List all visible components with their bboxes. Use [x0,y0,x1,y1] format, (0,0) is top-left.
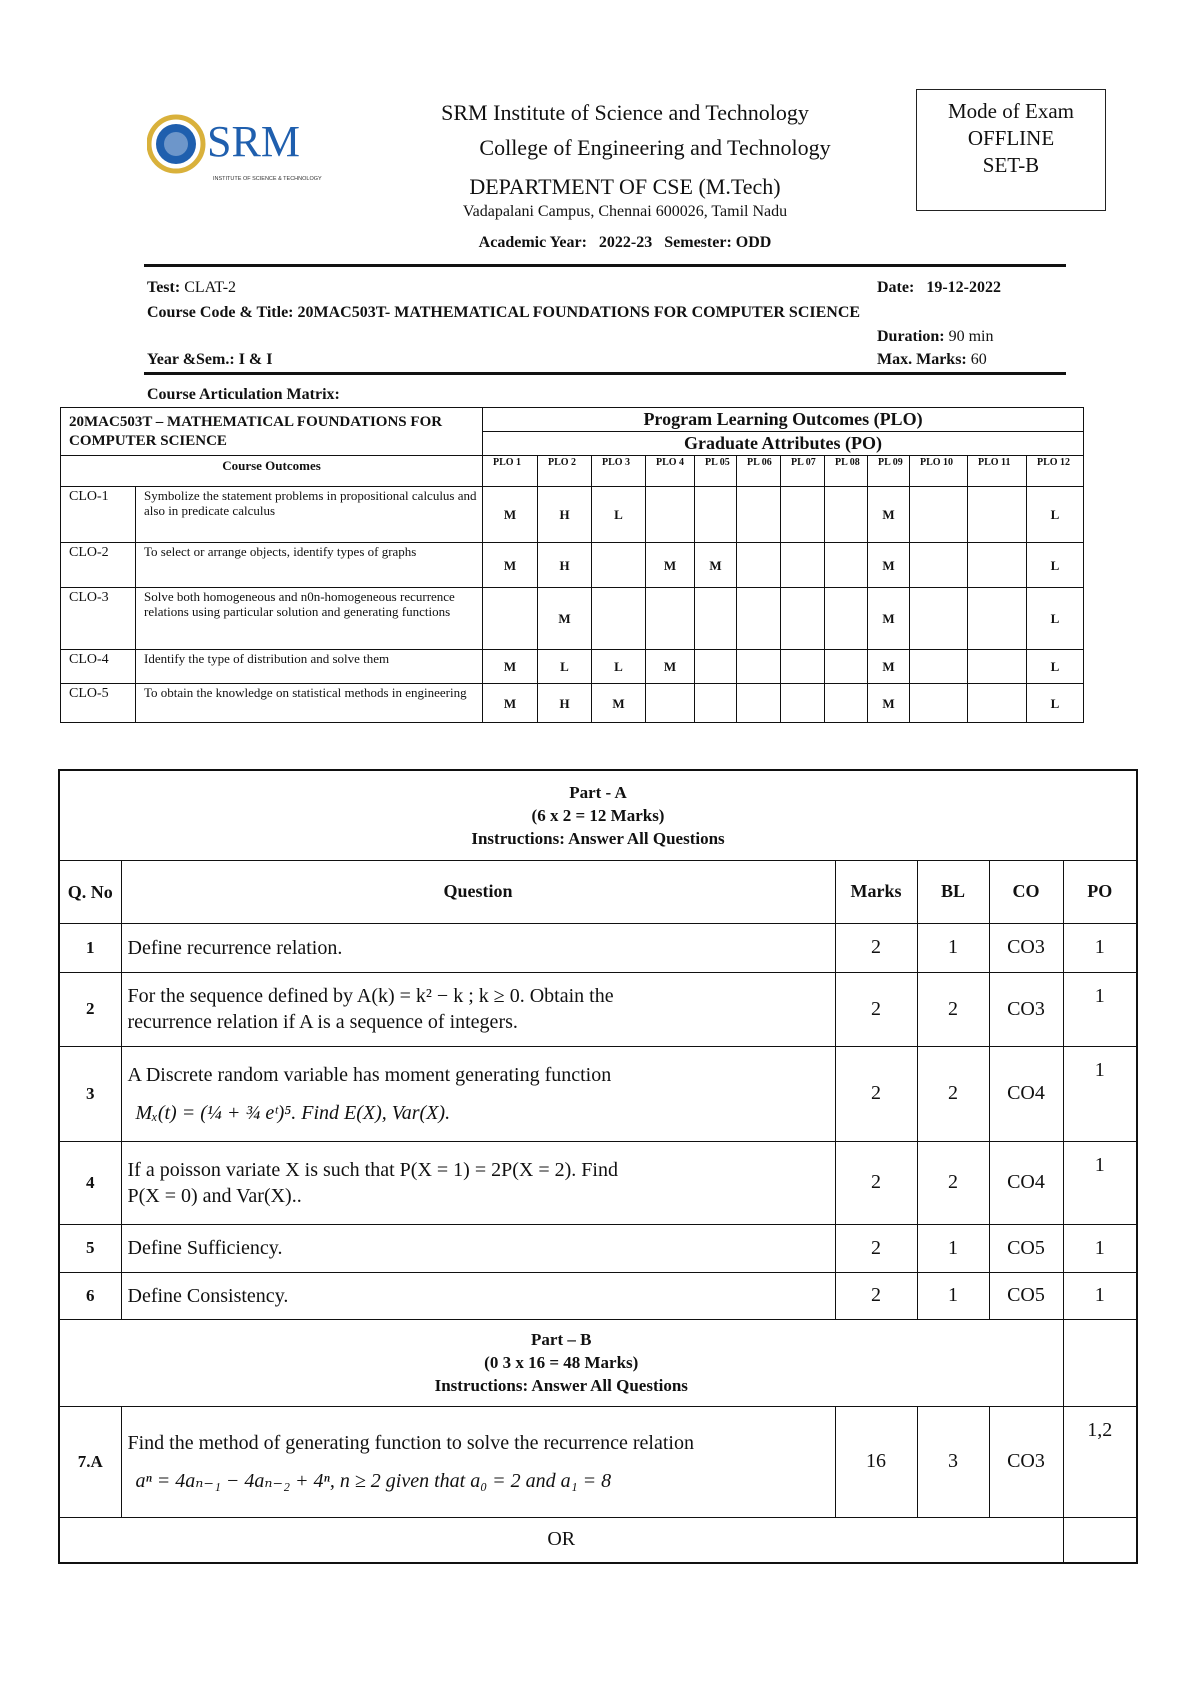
clo-description: To select or arrange objects, identify types of graphs [136,543,483,588]
max-marks-info [877,351,987,369]
empty-cell [1063,1319,1137,1406]
mode-value: OFFLINE [967,126,1055,150]
date-value: 19-12-2022 [926,279,1001,296]
plo-mapping-cell: M [592,684,646,723]
question-bl: 2 [917,1046,989,1141]
clo-id: CLO-1 [61,487,136,543]
part-b-title: Part – B [531,1330,592,1349]
plo-mapping-cell [737,487,781,543]
question-text [121,1272,835,1319]
course-info [147,304,860,322]
question-number: 1 [59,923,121,972]
plo-mapping-cell: L [592,650,646,684]
clo-description: Identify the type of distribution and solve them [136,650,483,684]
question-co: CO4 [989,1046,1063,1141]
question-line: Define Consistency. [127,1284,289,1307]
question-marks: 2 [835,972,917,1046]
plo-mapping-cell [781,650,825,684]
question-marks: 2 [835,1224,917,1272]
cam-course-title: 20MAC503T – MATHEMATICAL FOUNDATIONS FOR COMPUTER SCIENCE [61,408,483,456]
co-header: CO [989,860,1063,923]
plo-column-header: PLO 11 [968,456,1027,487]
plo-mapping-cell: M [646,650,695,684]
ga-header: Graduate Attributes (PO) [483,432,1084,456]
plo-column-header: PLO 2 [538,456,592,487]
plo-mapping-cell [910,650,968,684]
plo-mapping-cell [968,588,1027,650]
plo-mapping-cell [483,588,538,650]
plo-mapping-cell [737,684,781,723]
divider [144,264,1066,267]
plo-mapping-cell [825,487,868,543]
plo-mapping-cell: M [868,650,910,684]
plo-mapping-cell [592,543,646,588]
question-line: Mₓ(t) = (¼ + ¾ eᵗ)⁵. Find E(X), Var(X). [135,1101,451,1124]
plo-mapping-cell [695,588,737,650]
empty-cell [1063,1517,1137,1563]
plo-mapping-cell: M [646,543,695,588]
clo-id: CLO-3 [61,588,136,650]
plo-mapping-cell [825,543,868,588]
plo-mapping-cell: M [483,487,538,543]
plo-column-header: PL 07 [781,456,825,487]
part-b-header-row [59,1319,1137,1406]
clo-description: Solve both homogeneous and n0n-homogeneous recurrence relations using particular solution and generating functions [136,588,483,650]
question-bl: 1 [917,923,989,972]
question-row [59,1406,1137,1517]
clo-row [61,487,1084,543]
question-co: CO3 [989,972,1063,1046]
qno-header: Q. No [59,860,121,923]
question-number: 5 [59,1224,121,1272]
duration-info [877,328,993,346]
question-po: 1 [1063,972,1137,1046]
question-table [58,769,1138,1564]
plo-mapping-cell: L [1027,543,1084,588]
test-label: Test: [147,279,181,296]
svg-text:SRM: SRM [207,117,300,166]
plo-mapping-cell: L [1027,684,1084,723]
question-line: For the sequence defined by A(k) = k² − k ; k ≥ 0. Obtain the [127,985,614,1007]
date-info [877,279,1001,297]
question-line: Define recurrence relation. [127,936,343,959]
year-sem-info [147,351,272,369]
question-number: 7.A [59,1406,121,1517]
clo-row [61,684,1084,723]
plo-mapping-cell [646,487,695,543]
year-label: Year &Sem.: [147,351,235,368]
semester: ODD [735,234,772,251]
question-text [121,1046,835,1141]
plo-column-header: PL 08 [825,456,868,487]
plo-column-header: PLO 4 [646,456,695,487]
year-value: I & I [238,351,273,368]
plo-column-header: PLO 12 [1027,456,1084,487]
plo-column-header: PLO 3 [592,456,646,487]
academic-year-line [390,234,860,252]
po-header: PO [1063,860,1137,923]
academic-year: 2022-23 [598,234,653,251]
plo-mapping-cell [695,650,737,684]
plo-mapping-cell [968,684,1027,723]
college-name: College of Engineering and Technology [479,135,831,160]
clo-description: To obtain the knowledge on statistical methods in engineering [136,684,483,723]
clo-id: CLO-5 [61,684,136,723]
question-number: 3 [59,1046,121,1141]
plo-mapping-cell [781,588,825,650]
question-row [59,923,1137,972]
plo-mapping-cell [737,543,781,588]
plo-mapping-cell [646,684,695,723]
plo-mapping-cell [737,588,781,650]
plo-mapping-cell: M [868,588,910,650]
bl-header: BL [917,860,989,923]
mode-of-exam-box [916,89,1106,211]
semester-label: Semester: [664,234,732,251]
question-number: 6 [59,1272,121,1319]
question-marks: 2 [835,923,917,972]
plo-column-header: PL 06 [737,456,781,487]
question-bl: 3 [917,1406,989,1517]
divider [144,372,1066,375]
plo-mapping-cell: L [592,487,646,543]
question-text [121,972,835,1046]
clo-row [61,588,1084,650]
question-co: CO5 [989,1272,1063,1319]
plo-header: Program Learning Outcomes (PLO) [483,408,1084,432]
question-row [59,972,1137,1046]
svg-text:INSTITUTE OF SCIENCE & TECHNOL: INSTITUTE OF SCIENCE & TECHNOLOGY [213,176,322,182]
question-bl: 2 [917,1141,989,1224]
question-number: 2 [59,972,121,1046]
plo-column-header: PLO 1 [483,456,538,487]
department-name: DEPARTMENT OF CSE (M.Tech) [469,174,781,199]
plo-mapping-cell: M [483,650,538,684]
part-b-header [59,1319,1063,1406]
clo-id: CLO-4 [61,650,136,684]
date-label: Date: [877,279,915,296]
question-po: 1,2 [1063,1406,1137,1517]
plo-mapping-cell [825,684,868,723]
question-bl: 1 [917,1224,989,1272]
question-line: recurrence relation if A is a sequence of integers. [127,1011,518,1033]
plo-mapping-cell: L [1027,588,1084,650]
question-number: 4 [59,1141,121,1224]
plo-mapping-cell [592,588,646,650]
plo-mapping-cell: H [538,543,592,588]
plo-mapping-cell: M [483,543,538,588]
plo-mapping-cell [910,543,968,588]
plo-mapping-cell: M [868,543,910,588]
plo-mapping-cell [910,588,968,650]
plo-mapping-cell: H [538,684,592,723]
plo-mapping-cell: L [538,650,592,684]
course-articulation-matrix [60,407,1084,723]
plo-mapping-cell [825,588,868,650]
question-co: CO4 [989,1141,1063,1224]
marks-header: Marks [835,860,917,923]
course-value: 20MAC503T- MATHEMATICAL FOUNDATIONS FOR COMPUTER SCIENCE [297,304,861,321]
plo-mapping-cell [781,684,825,723]
part-a-header [59,770,1137,860]
or-row [59,1517,1137,1563]
campus-address: Vadapalani Campus, Chennai 600026, Tamil Nadu [462,203,788,220]
question-text [121,1406,835,1517]
institute-name: SRM Institute of Science and Technology [441,100,809,125]
question-text [121,1141,835,1224]
clo-row [61,543,1084,588]
question-marks: 16 [835,1406,917,1517]
question-bl: 1 [917,1272,989,1319]
part-b-instructions: Instructions: Answer All Questions [434,1376,688,1395]
plo-mapping-cell: M [868,684,910,723]
plo-mapping-cell [695,684,737,723]
or-label: OR [59,1517,1063,1563]
plo-column-header: PLO 10 [910,456,968,487]
plo-mapping-cell [910,487,968,543]
question-marks: 2 [835,1141,917,1224]
question-line: A Discrete random variable has moment generating function [127,1063,612,1086]
plo-mapping-cell: L [1027,650,1084,684]
question-text [121,923,835,972]
set-label: SET-B [982,153,1040,177]
question-row [59,1224,1137,1272]
question-marks: 2 [835,1272,917,1319]
question-co: CO3 [989,923,1063,972]
part-a-instructions: Instructions: Answer All Questions [471,828,725,848]
question-po: 1 [1063,1224,1137,1272]
clo-description: Symbolize the statement problems in propositional calculus and also in predicate calculus [136,487,483,543]
max-marks-label: Max. Marks: [877,351,967,368]
question-po: 1 [1063,1141,1137,1224]
question-line: P(X = 0) and Var(X).. [127,1184,302,1207]
course-label: Course Code & Title: [147,304,294,321]
cam-title: Course Articulation Matrix: [147,386,340,403]
plo-mapping-cell: H [538,487,592,543]
question-row [59,1272,1137,1319]
max-marks-value: 60 [970,351,987,368]
plo-mapping-cell [968,487,1027,543]
academic-year-label: Academic Year: [478,234,587,251]
question-text [121,1224,835,1272]
question-bl: 2 [917,972,989,1046]
part-a-title: Part - A [569,782,627,802]
plo-mapping-cell: L [1027,487,1084,543]
plo-mapping-cell [737,650,781,684]
question-row [59,1046,1137,1141]
question-marks: 2 [835,1046,917,1141]
question-row [59,1141,1137,1224]
part-a-marks: (6 x 2 = 12 Marks) [531,805,665,825]
clo-row [61,650,1084,684]
question-po: 1 [1063,1046,1137,1141]
course-outcomes-header: Course Outcomes [61,456,483,487]
question-line: Find the method of generating function to solve the recurrence relation [127,1431,694,1454]
plo-mapping-cell: M [483,684,538,723]
plo-mapping-cell [695,487,737,543]
question-po: 1 [1063,1272,1137,1319]
question-line: aⁿ = 4aₙ₋₁ − 4aₙ₋₂ + 4ⁿ, n ≥ 2 given that a₀ = 2 and a₁ = 8 [135,1469,612,1492]
plo-column-header: PL 09 [868,456,910,487]
plo-mapping-cell [781,543,825,588]
clo-id: CLO-2 [61,543,136,588]
mode-label: Mode of Exam [948,99,1074,123]
plo-mapping-cell [646,588,695,650]
question-po: 1 [1063,923,1137,972]
part-b-marks: (0 3 x 16 = 48 Marks) [484,1353,639,1372]
question-line: If a poisson variate X is such that P(X = 1) = 2P(X = 2). Find [127,1158,618,1181]
plo-mapping-cell: M [695,543,737,588]
duration-label: Duration: [877,328,945,345]
question-co: CO3 [989,1406,1063,1517]
plo-column-header: PL 05 [695,456,737,487]
plo-mapping-cell [825,650,868,684]
question-co: CO5 [989,1224,1063,1272]
plo-mapping-cell [781,487,825,543]
test-info [147,279,236,297]
test-value: CLAT-2 [184,279,237,296]
srm-logo [147,112,352,186]
question-header: Question [121,860,835,923]
plo-mapping-cell: M [538,588,592,650]
plo-mapping-cell [968,650,1027,684]
plo-mapping-cell [968,543,1027,588]
question-line: Define Sufficiency. [127,1237,283,1259]
plo-mapping-cell [910,684,968,723]
duration-value: 90 min [948,328,994,345]
plo-mapping-cell: M [868,487,910,543]
